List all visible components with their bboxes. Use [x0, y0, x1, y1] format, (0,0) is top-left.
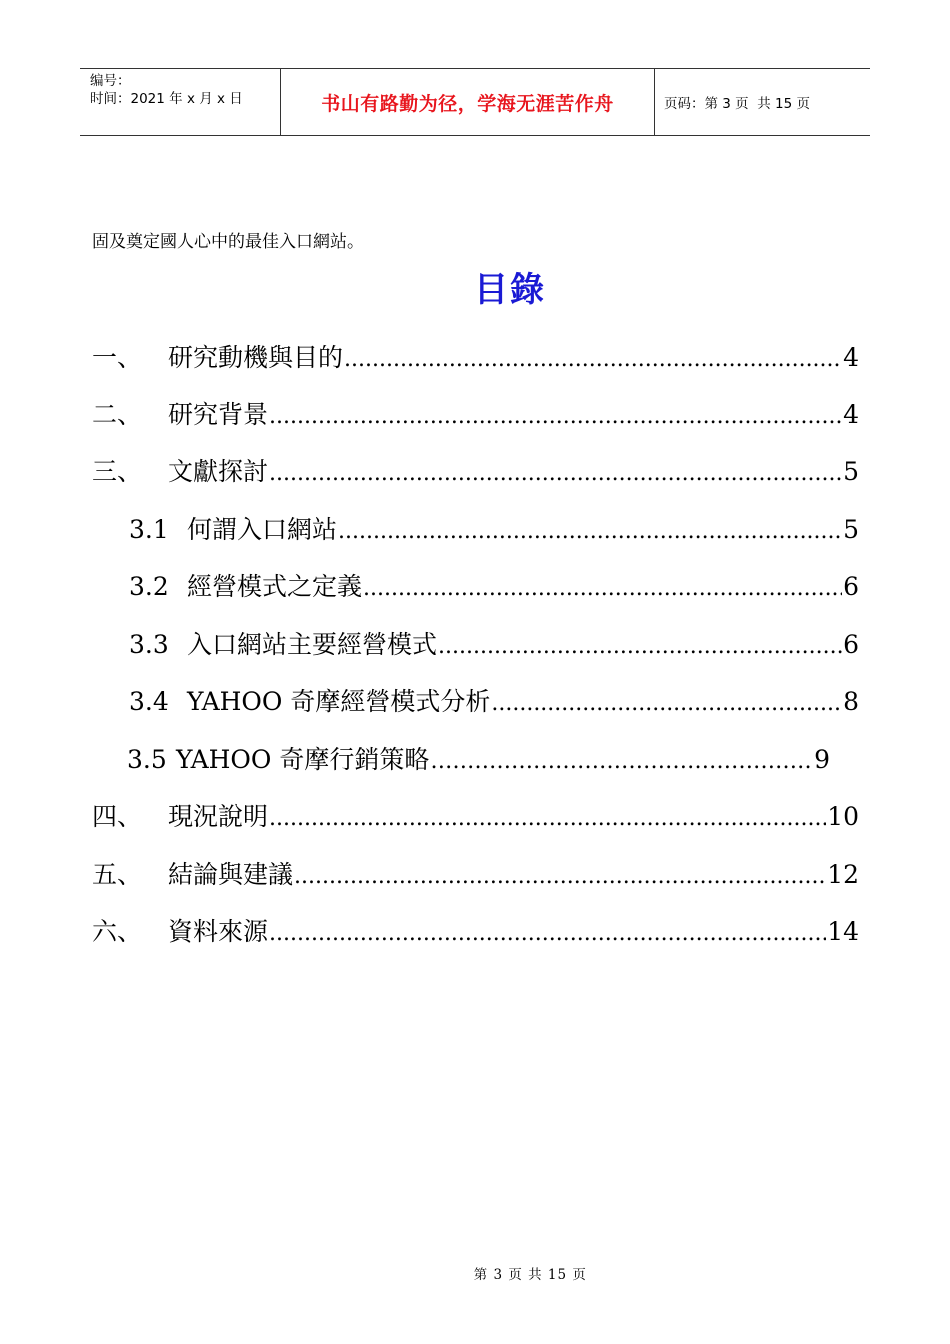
toc-entry[interactable] [129, 625, 859, 665]
toc-entry[interactable] [92, 338, 859, 378]
toc-leader-dots [438, 634, 842, 659]
toc-entry[interactable] [92, 855, 859, 895]
toc-entry-label: 何謂入口網站 [187, 515, 338, 544]
toc-entry-number: 一、 [92, 343, 143, 372]
toc-entry-label: 入口網站主要經營模式 [187, 630, 438, 659]
toc-leader-dots [491, 691, 842, 716]
toc-entry-page: 12 [827, 860, 859, 889]
toc-entry[interactable] [92, 452, 859, 492]
toc-leader-dots [294, 864, 826, 889]
toc-entry-number: 六、 [92, 917, 143, 946]
toc-entry-number: 三、 [92, 457, 143, 486]
footer-page-number: 第 3 页 共 15 页 [473, 1267, 587, 1283]
toc-entry-page: 4 [843, 343, 859, 372]
toc-entry-page: 6 [843, 630, 859, 659]
toc-entry[interactable] [129, 510, 859, 550]
toc-entry-number: 3.2 [129, 572, 169, 601]
toc-entry[interactable] [92, 912, 859, 952]
toc-leader-dots [344, 347, 842, 372]
intro-text: 固及奠定國人心中的最佳入口網站。 [92, 232, 364, 252]
toc-entry-page: 10 [827, 802, 859, 831]
toc-leader-dots [430, 749, 813, 774]
toc-entry-page: 6 [843, 572, 859, 601]
toc-entry-label: 資料來源 [168, 917, 269, 946]
toc-entry-page: 14 [827, 917, 859, 946]
toc-entry-page: 9 [814, 745, 830, 774]
toc-entry-page: 5 [843, 515, 859, 544]
toc-entry-label: 研究動機與目的 [168, 343, 344, 372]
toc-entry-number: 二、 [92, 400, 143, 429]
toc-entry-page: 8 [843, 687, 859, 716]
page-footer [0, 1247, 950, 1283]
toc-entry-page: 4 [843, 400, 859, 429]
toc-entry-number: 3.1 [129, 515, 169, 544]
toc-entry-label: 研究背景 [168, 400, 269, 429]
toc-leader-dots [338, 519, 842, 544]
header-time-label: 时间：2021 年 x 月 x 日 [90, 91, 243, 107]
toc-entry[interactable] [127, 740, 830, 780]
toc-entry[interactable] [92, 395, 859, 435]
toc-entry-label: 經營模式之定義 [187, 572, 363, 601]
toc-leader-dots [363, 576, 842, 601]
toc-entry[interactable] [129, 682, 859, 722]
toc-entry-number: 四、 [92, 802, 143, 831]
toc-leader-dots [269, 806, 826, 831]
header-number-label: 编号： [90, 73, 131, 89]
toc-entry-page: 5 [843, 457, 859, 486]
toc-entry-number: 3.4 [129, 687, 169, 716]
toc-entry-number: 五、 [92, 860, 143, 889]
toc-entry-number: 3.3 [129, 630, 169, 659]
toc-entry-label: YAHOO 奇摩經營模式分析 [187, 687, 491, 716]
toc-title: 目錄 [474, 270, 546, 310]
toc-leader-dots [269, 404, 842, 429]
toc-entry-label: 現況說明 [168, 802, 269, 831]
page-header [80, 68, 870, 136]
toc-entry-number: 3.5 [127, 745, 167, 774]
toc-entry-label: 結論與建議 [168, 860, 294, 889]
toc-entry-label: 文獻探討 [168, 457, 269, 486]
header-motto: 书山有路勤为径，学海无涯苦作舟 [281, 69, 655, 135]
toc-entry[interactable] [92, 797, 859, 837]
toc-entry-label: YAHOO 奇摩行銷策略 [176, 745, 430, 774]
header-meta [80, 69, 281, 135]
toc-entry[interactable] [129, 567, 859, 607]
toc-leader-dots [269, 461, 842, 486]
toc-leader-dots [269, 921, 826, 946]
header-page-info: 页码：第 3 页 共 15 页 [664, 96, 811, 112]
